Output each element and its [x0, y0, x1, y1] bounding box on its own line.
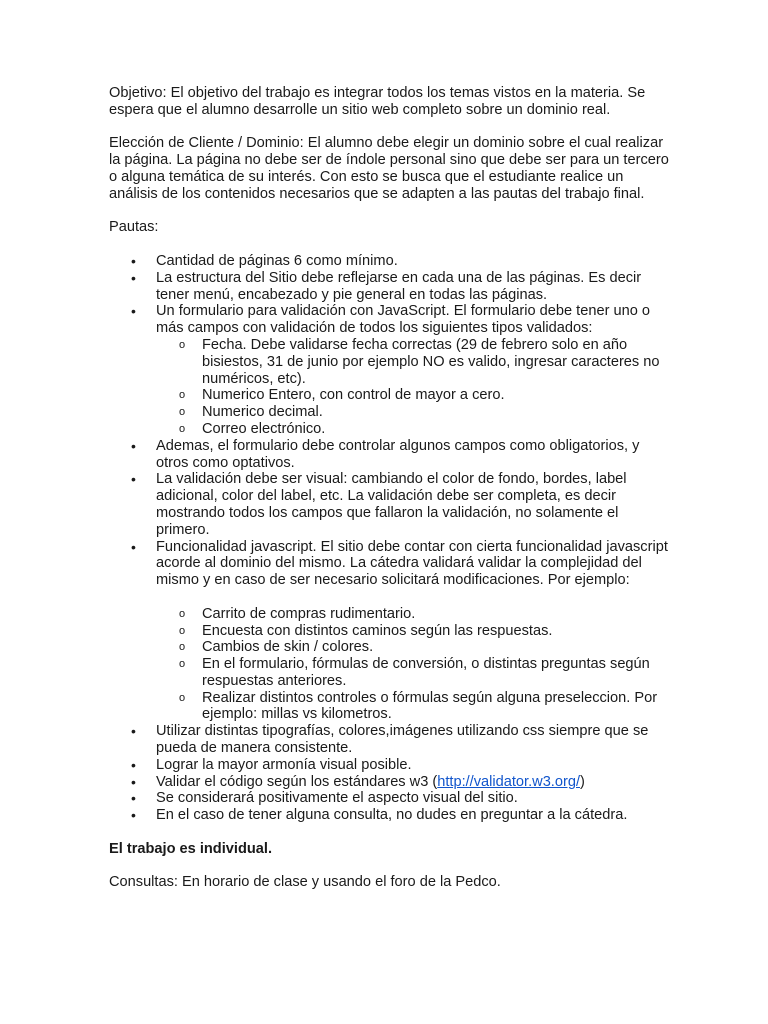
pautas-heading: Pautas: [109, 219, 159, 236]
closing-paren: ) [580, 773, 585, 790]
bullet-icon: • [131, 538, 136, 555]
list-item-text: Lograr la mayor armonía visual posible. [156, 756, 412, 773]
list-item [109, 303, 669, 437]
bullet-icon: • [131, 252, 136, 269]
list-item-text: Ademas, el formulario debe controlar algunos campos como obligatorios, y otros como optativos. [156, 437, 640, 471]
list-item-text: La estructura del Sitio debe reflejarse en cada una de las páginas. Es decir tener menú, encabezado y pie general en todas las páginas. [156, 269, 642, 303]
eleccion-paragraph: Elección de Cliente / Dominio: El alumno debe elegir un dominio sobre el cual realizar la página. La página no debe ser de índole personal sino que debe ser para un tercero o alguna temática de su interés. Con esto se busca que el estudiante realice un análisis de los contenidos necesarios que se adapten a las pautas del trabajo final. [109, 135, 669, 202]
list-item-text [156, 774, 585, 790]
sub-list-item [156, 639, 669, 656]
list-item-text: En el caso de tener alguna consulta, no dudes en preguntar a la cátedra. [156, 807, 628, 824]
spacer [109, 824, 669, 841]
list-item [109, 438, 669, 472]
sub-list-item [156, 656, 669, 690]
bullet-icon: • [131, 303, 136, 320]
list-item-text: Cantidad de páginas 6 como mínimo. [156, 252, 398, 269]
consultas-paragraph: Consultas: En horario de clase y usando el foro de la Pedco. [109, 874, 501, 891]
circle-bullet-icon: o [179, 338, 186, 351]
list-item [109, 270, 669, 304]
sub-list-item-text: Carrito de compras rudimentario. [202, 605, 416, 622]
sub-list-item [156, 404, 669, 421]
sub-list-item-text: Fecha. Debe validarse fecha correctas (29 de febrero solo en año bisiestos, 31 de junio por ejemplo NO es valido, ingresar caracteres no numéricos, etc). [202, 336, 660, 387]
bullet-icon: • [131, 269, 136, 286]
sub-list-item-text: Numerico decimal. [202, 404, 323, 421]
spacer [156, 589, 669, 606]
individual-statement: El trabajo es individual. [109, 840, 273, 857]
circle-bullet-icon: o [179, 607, 186, 620]
sub-list-item [156, 606, 669, 623]
circle-bullet-icon: o [179, 641, 186, 654]
list-item-text: Utilizar distintas tipografías, colores,imágenes utilizando css siempre que se pueda de manera consistente. [156, 723, 649, 757]
sub-list-item-text: Correo electrónico. [202, 420, 326, 437]
examples-list [156, 606, 669, 724]
list-item [109, 723, 669, 757]
list-item [109, 253, 669, 270]
objetivo-paragraph: Objetivo: El objetivo del trabajo es integrar todos los temas vistos en la materia. Se espera que el alumno desarrolle un sitio web completo sobre un dominio real. [109, 85, 646, 118]
sub-list-item-text: Cambios de skin / colores. [202, 639, 374, 656]
sub-list-item [156, 387, 669, 404]
bullet-icon: • [131, 790, 136, 807]
sub-list-item [156, 421, 669, 438]
list-item [109, 471, 669, 538]
bullet-icon: • [131, 773, 136, 790]
list-item-text: Funcionalidad javascript. El sitio debe contar con cierta funcionalidad javascript acorde al dominio del mismo. La cátedra validará validar la complejidad del mismo y en caso de ser necesario solicitará modificaciones. Por ejemplo: [156, 538, 668, 589]
sub-list-item [156, 337, 669, 387]
circle-bullet-icon: o [179, 406, 186, 419]
list-item [109, 807, 669, 824]
list-item-text: La validación debe ser visual: cambiando el color de fondo, bordes, label adicional, color del label, etc. La validación debe ser completa, es decir mostrando todos los campos que fallaron la validación, no solamente el primero. [156, 471, 627, 538]
validator-link[interactable]: http://validator.w3.org/ [437, 773, 581, 790]
sub-list-item [156, 690, 669, 724]
bullet-icon: • [131, 807, 136, 824]
bullet-icon: • [131, 471, 136, 488]
list-item [109, 539, 669, 724]
sub-list-item-text: Numerico Entero, con control de mayor a cero. [202, 387, 505, 404]
document-page [109, 85, 669, 891]
sub-list-item-text: En el formulario, fórmulas de conversión, o distintas preguntas según respuestas anteriores. [202, 656, 650, 689]
sub-list-item [156, 623, 669, 640]
circle-bullet-icon: o [179, 624, 186, 637]
circle-bullet-icon: o [179, 658, 186, 671]
pautas-list [109, 253, 669, 824]
circle-bullet-icon: o [179, 691, 186, 704]
list-item [109, 774, 669, 791]
validation-types-list [156, 337, 669, 438]
circle-bullet-icon: o [179, 422, 186, 435]
bullet-icon: • [131, 723, 136, 740]
bullet-icon: • [131, 756, 136, 773]
list-item [109, 790, 669, 807]
sub-list-item-text: Encuesta con distintos caminos según las respuestas. [202, 622, 553, 639]
validar-text: Validar el código según los estándares w3 ( [156, 773, 438, 790]
bullet-icon: • [131, 437, 136, 454]
sub-list-item-text: Realizar distintos controles o fórmulas según alguna preseleccion. Por ejemplo: millas vs kilometros. [202, 689, 658, 723]
list-item [109, 757, 669, 774]
list-item-text: Un formulario para validación con JavaScript. El formulario debe tener uno o más campos con validación de todos los siguientes tipos validados: [156, 303, 651, 337]
circle-bullet-icon: o [179, 389, 186, 402]
list-item-text: Se considerará positivamente el aspecto visual del sitio. [156, 790, 518, 807]
